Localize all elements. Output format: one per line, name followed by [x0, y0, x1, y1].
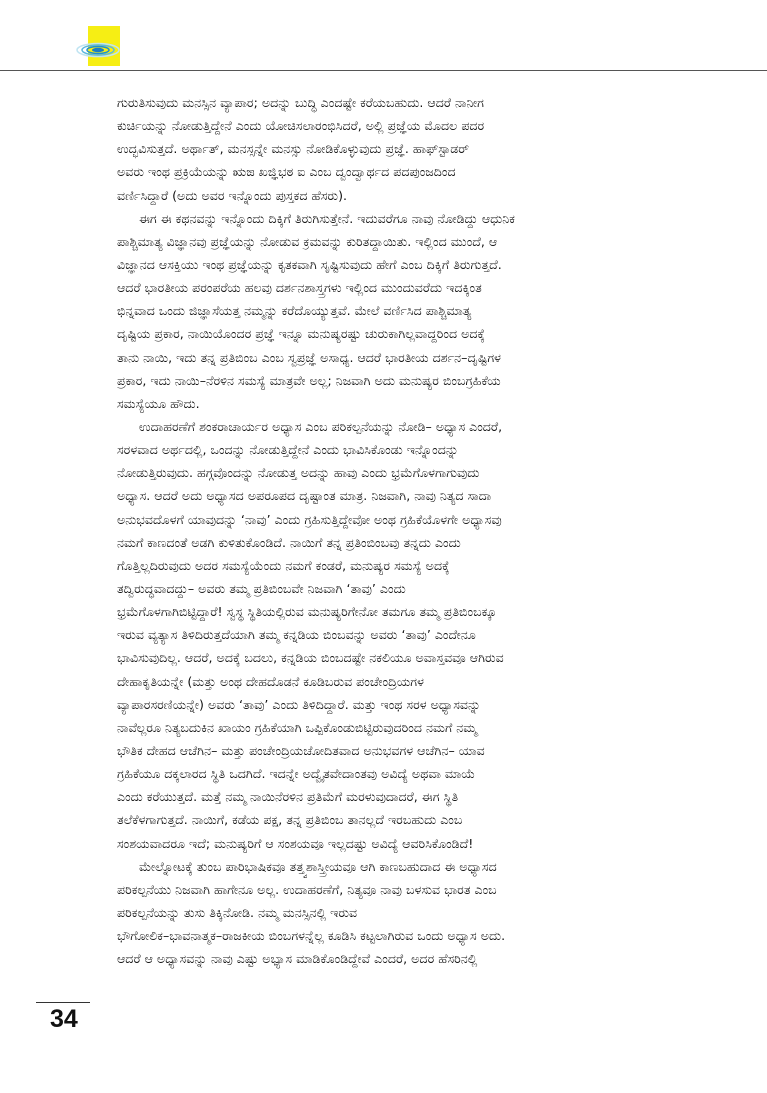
- text-line: ಗ್ರಹಿಕೆಯೂ ದಕ್ಕಲಾರದ ಸ್ಥಿತಿ ಒದಗಿದೆ. ಇದನ್ನೇ ಅದ್ವೈತವೇದಾಂತವು ಅವಿದ್ಯೆ ಅಥವಾ ಮಾಯೆ: [117, 766, 476, 782]
- text-line: ಸರಳವಾದ ಅರ್ಥದಲ್ಲಿ, ಒಂದನ್ನು ನೋಡುತ್ತಿದ್ದೇನೆ ಎಂದು ಭಾವಿಸಿಕೊಂಡು ಇನ್ನೊಂದನ್ನು: [117, 442, 459, 458]
- text-line: ಅಧ್ಯಾಸ. ಆದರೆ ಅದು ಅಧ್ಯಾಸದ ಅಪರೂಪದ ದೃಷ್ಟಾಂತ ಮಾತ್ರ. ನಿಜವಾಗಿ, ನಾವು ನಿತ್ಯದ ಸಾದಾ: [117, 488, 492, 504]
- text-line: ಭೌಗೋಲಿಕ–ಭಾವನಾತ್ಮಕ–ರಾಜಕೀಯ ಬಿಂಬಗಳನ್ನೆಲ್ಲ ಕೂಡಿಸಿ ಕಟ್ಟಲಾಗಿರುವ ಒಂದು ಅಧ್ಯಾಸ ಅದು.: [117, 928, 506, 944]
- footer-rule: [36, 1002, 90, 1003]
- text-line: ಉದ್ಭವಿಸುತ್ತದೆ. ಅರ್ಥಾತ್, ಮನಸ್ಸನ್ನೇ ಮನಸ್ಸು ನೋಡಿಕೊಳ್ಳುವುದು ಪ್ರಜ್ಞೆ. ಹಾಫ್‌ಸ್ಟಾಡರ್: [117, 141, 470, 157]
- paragraph: [117, 207, 747, 415]
- magazine-logo: [74, 26, 120, 70]
- text-line: ದೃಷ್ಟಿಯ ಪ್ರಕಾರ, ನಾಯಿಯೊಂದರ ಪ್ರಜ್ಞೆ ಇನ್ನೂ ಮನುಷ್ಯರಷ್ಟು ಚುರುಕಾಗಿಲ್ಲವಾದ್ದರಿಂದ ಅದಕ್ಕೆ: [117, 326, 485, 342]
- text-line: ಉದಾಹರಣೆಗೆ ಶಂಕರಾಚಾರ್ಯರ ಅಧ್ಯಾಸ ಎಂಬ ಪರಿಕಲ್ಪನೆಯನ್ನು ನೋಡಿ– ಅಧ್ಯಾಸ ಎಂದರೆ,: [139, 418, 503, 434]
- text-line: ಅನುಭವದೊಳಗೆ ಯಾವುದನ್ನು ‘ನಾವು’ ಎಂದು ಗ್ರಹಿಸುತ್ತಿದ್ದೇವೋ ಅಂಥ ಗ್ರಹಿಕೆಯೊಳಗೇ ಅಧ್ಯಾಸವು: [117, 511, 502, 527]
- text-line: ಇರುವ ವ್ಯತ್ಯಾಸ ತಿಳಿದಿರುತ್ತದೆಯಾಗಿ ತಮ್ಮ ಕನ್ನಡಿಯ ಬಿಂಬವನ್ನು ಅವರು ‘ತಾವು’ ಎಂದೇನೂ: [117, 627, 476, 643]
- ripple-icon: [74, 42, 120, 58]
- text-line: ಪಾಶ್ಚಿಮಾತ್ಯ ವಿಜ್ಞಾನವು ಪ್ರಜ್ಞೆಯನ್ನು ನೋಡುವ ಕ್ರಮವನ್ನು ಕುರಿತದ್ದಾಯಿತು. ಇಲ್ಲಿಂದ ಮುಂದೆ, ಆ: [117, 233, 498, 249]
- text-line: ಆದರೆ ಭಾರತೀಯ ಪರಂಪರೆಯ ಹಲವು ದರ್ಶನಶಾಸ್ತ್ರಗಳು ಇಲ್ಲಿಂದ ಮುಂದುವರೆದು ಇದಕ್ಕಿಂತ: [117, 280, 482, 296]
- paragraph: [117, 415, 747, 855]
- page-number: 34: [50, 1005, 78, 1033]
- text-line: ನೋಡುತ್ತಿರುವುದು. ಹಗ್ಗವೊಂದನ್ನು ನೋಡುತ್ತ ಅದನ್ನು ಹಾವು ಎಂದು ಭ್ರಮೆಗೊಳಗಾಗುವುದು: [117, 465, 480, 481]
- text-line: ಪ್ರಕಾರ, ಇದು ನಾಯಿ–ನೆರಳಿನ ಸಮಸ್ಯೆ ಮಾತ್ರವೇ ಅಲ್ಲ; ನಿಜವಾಗಿ ಅದು ಮನುಷ್ಯರ ಬಿಂಬಗ್ರಹಿಕೆಯ: [117, 372, 501, 388]
- text-line: ಭೌತಿಕ ದೇಹದ ಆಚೆಗಿನ– ಮತ್ತು ಪಂಚೇಂದ್ರಿಯಚೋದಿತವಾದ ಅನುಭವಗಳ ಆಚೆಗಿನ– ಯಾವ: [117, 742, 485, 758]
- text-line: ಗುರುತಿಸುವುದು ಮನಸ್ಸಿನ ವ್ಯಾಪಾರ; ಅದನ್ನು ಬುದ್ಧಿ ಎಂದಷ್ಟೇ ಕರೆಯಬಹುದು. ಆದರೆ ನಾನೀಗ: [117, 95, 484, 110]
- text-line: ಸಂಶಯವಾದರೂ ಇದೆ; ಮನುಷ್ಯರಿಗೆ ಆ ಸಂಶಯವೂ ಇಲ್ಲದಷ್ಟು ಅವಿದ್ಯೆ ಆವರಿಸಿಕೊಂಡಿದೆ!: [117, 835, 474, 851]
- text-line: ಪರಿಕಲ್ಪನೆಯನ್ನು ತುಸು ತಿಕ್ಕಿನೋಡಿ. ನಮ್ಮ ಮನಸ್ಸಿನಲ್ಲಿ ಇರುವ: [117, 904, 358, 920]
- text-line: ತಾನು ನಾಯಿ, ಇದು ತನ್ನ ಪ್ರತಿಬಿಂಬ ಎಂಬ ಸ್ವಪ್ರಜ್ಞೆ ಅಸಾಧ್ಯ. ಆದರೆ ಭಾರತೀಯ ದರ್ಶನ–ದೃಷ್ಟಿಗಳ: [117, 349, 502, 365]
- text-line: ಎಂದು ಕರೆಯುತ್ತದೆ. ಮತ್ತೆ ನಮ್ಮ ನಾಯಿನೆರಳಿನ ಪ್ರತಿಮೆಗೆ ಮರಳುವುದಾದರೆ, ಈಗ ಸ್ಥಿತಿ: [117, 789, 459, 805]
- paragraph: [117, 855, 747, 971]
- text-line: ನಮಗೆ ಕಾಣದಂತೆ ಅಡಗಿ ಕುಳಿತುಕೊಂಡಿದೆ. ನಾಯಿಗೆ ತನ್ನ ಪ್ರತಿಂಬಿಂಬವು ತನ್ನದು ಎಂದು: [117, 534, 461, 550]
- text-line: ಪರಿಕಲ್ಪನೆಯು ನಿಜವಾಗಿ ಹಾಗೇನೂ ಅಲ್ಲ. ಉದಾಹರಣೆಗೆ, ನಿತ್ಯವೂ ನಾವು ಬಳಸುವ ಭಾರತ ಎಂಬ: [117, 881, 497, 897]
- text-line: ಭಾವಿಸುವುದಿಲ್ಲ. ಆದರೆ, ಅದಕ್ಕೆ ಬದಲು, ಕನ್ನಡಿಯ ಬಿಂಬದಷ್ಟೇ ನಕಲಿಯೂ ಅವಾಸ್ತವವೂ ಆಗಿರುವ: [117, 650, 504, 666]
- text-line: ಅವರು ಇಂಥ ಪ್ರಕ್ರಿಯೆಯನ್ನು ಋಙ ಖಜ್ಞಿಭಠ ಐ ಎಂಬ ದ್ವಂದ್ವಾರ್ಥದ ಪದಪುಂಜದಿಂದ: [117, 164, 456, 180]
- text-line: ಭಿನ್ನವಾದ ಒಂದು ಜಿಜ್ಞಾಸೆಯತ್ತ ನಮ್ಮನ್ನು ಕರೆದೊಯ್ಯುತ್ತವೆ. ಮೇಲೆ ವರ್ಣಿಸಿದ ಪಾಶ್ಚಿಮಾತ್ಯ: [117, 303, 472, 319]
- text-line: ದೇಹಾಕೃತಿಯನ್ನೇ (ಮತ್ತು ಅಂಥ ದೇಹದೊಡನೆ ಕೂಡಿಬರುವ ಪಂಚೇಂದ್ರಿಯಗಳ: [117, 673, 424, 689]
- paragraph: [117, 91, 747, 207]
- text-line: ತದ್ವಿರುದ್ಧವಾದದ್ದು– ಅವರು ತಮ್ಮ ಪ್ರತಿಬಿಂಬವೇ ನಿಜವಾಗಿ ‘ತಾವು’ ಎಂದು: [117, 580, 406, 596]
- text-line: ವ್ಯಾಪಾರಸರಣಿಯನ್ನೇ) ಅವರು ‘ತಾವು’ ಎಂದು ತಿಳಿದಿದ್ದಾರೆ. ಮತ್ತು ಇಂಥ ಸರಳ ಅಧ್ಯಾಸವನ್ನು: [117, 696, 481, 712]
- text-line: ಈಗ ಈ ಕಥನವನ್ನು ಇನ್ನೊಂದು ದಿಕ್ಕಿಗೆ ತಿರುಗಿಸುತ್ತೇನೆ. ಇದುವರೆಗೂ ನಾವು ನೋಡಿದ್ದು ಆಧುನಿಕ: [139, 210, 515, 226]
- header-rule: [0, 70, 767, 71]
- text-line: ಮೇಲ್ನೋಟಕ್ಕೆ ತುಂಬ ಪಾರಿಭಾಷಿಕವೂ ತತ್ತ್ವಶಾಸ್ತ್ರೀಯವೂ ಆಗಿ ಕಾಣಬಹುದಾದ ಈ ಅಧ್ಯಾಸದ: [139, 858, 497, 874]
- text-line: ಸಮಸ್ಯೆಯೂ ಹೌದು.: [117, 395, 200, 411]
- text-line: ವಿಜ್ಞಾನದ ಆಸಕ್ತಿಯು ಇಂಥ ಪ್ರಜ್ಞೆಯನ್ನು ಕೃತಕವಾಗಿ ಸೃಷ್ಟಿಸುವುದು ಹೇಗೆ ಎಂಬ ದಿಕ್ಕಿಗೆ ತಿರುಗುತ್ತದೆ.: [117, 256, 502, 272]
- article-body: [117, 91, 747, 970]
- text-line: ಗೊತ್ತಿಲ್ಲದಿರುವುದು ಅದರ ಸಮಸ್ಯೆಯೆಂದು ನಮಗೆ ಕಂಡರೆ, ಮನುಷ್ಯರ ಸಮಸ್ಯೆ ಅದಕ್ಕೆ: [117, 557, 450, 573]
- text-line: ತಲೆಕೆಳಗಾಗುತ್ತದೆ. ನಾಯಿಗೆ, ಕಡೆಯ ಪಕ್ಷ, ತನ್ನ ಪ್ರತಿಬಿಂಬ ತಾನಲ್ಲದೆ ಇರಬಹುದು ಎಂಬ: [117, 812, 463, 828]
- text-line: ಭ್ರಮೆಗೊಳಗಾಗಿಬಿಟ್ಟಿದ್ದಾರೆ! ಸ್ವಸ್ಥ ಸ್ಥಿತಿಯಲ್ಲಿರುವ ಮನುಷ್ಯರಿಗೇನೋ ತಮಗೂ ತಮ್ಮ ಪ್ರತಿಬಿಂಬಕ್ಕೂ: [117, 604, 497, 620]
- text-line: ನಾವೆಲ್ಲರೂ ನಿತ್ಯಬದುಕಿನ ಖಾಯಂ ಗ್ರಹಿಕೆಯಾಗಿ ಒಪ್ಪಿಕೊಂಡುಬಿಟ್ಟಿರುವುದರಿಂದ ನಮಗೆ ನಮ್ಮ: [117, 719, 477, 735]
- text-line: ಆದರೆ ಆ ಅಧ್ಯಾಸವನ್ನು ನಾವು ಎಷ್ಟು ಅಭ್ಯಾಸ ಮಾಡಿಕೊಂಡಿದ್ದೇವೆ ಎಂದರೆ, ಅದರ ಹೆಸರಿನಲ್ಲಿ: [117, 951, 478, 967]
- text-line: ವರ್ಣಿಸಿದ್ದಾರೆ (ಅದು ಅವರ ಇನ್ನೊಂದು ಪುಸ್ತಕದ ಹೆಸರು).: [117, 187, 347, 203]
- text-line: ಕುರ್ಚಿಯನ್ನು ನೋಡುತ್ತಿದ್ದೇನೆ ಎಂದು ಯೋಚಿಸಲಾರಂಭಿಸಿದರೆ, ಅಲ್ಲಿ ಪ್ರಜ್ಞೆಯ ಮೊದಲ ಪದರ: [117, 118, 485, 134]
